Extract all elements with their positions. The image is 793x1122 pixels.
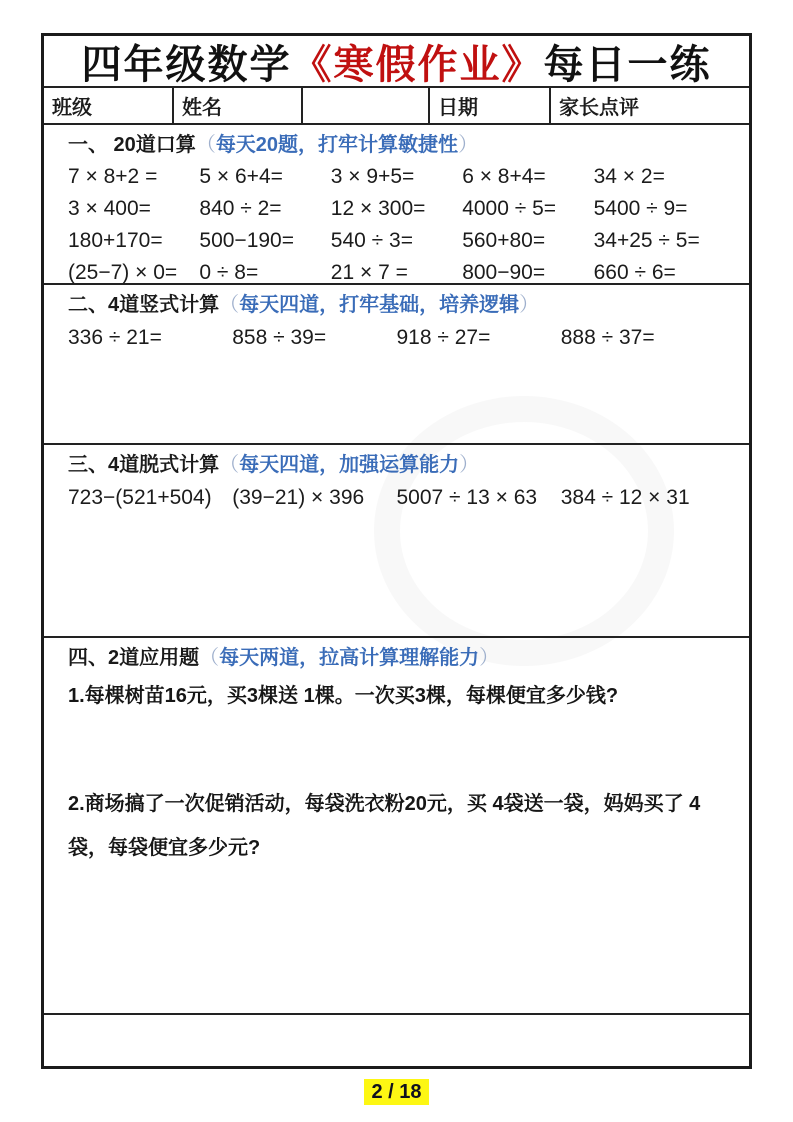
info-cell-name xyxy=(174,88,303,123)
math-problem: 3 × 400= xyxy=(68,197,151,220)
oral-problems-row-3 xyxy=(68,225,725,257)
section-vertical-title: 二、4道竖式计算 xyxy=(68,294,220,316)
name-label: 姓名 xyxy=(182,97,222,119)
math-problem: (25−7) × 0= xyxy=(68,261,178,284)
section-vertical-heading xyxy=(68,290,725,321)
section-word-heading xyxy=(68,643,725,674)
oral-problems-row-1 xyxy=(68,161,725,193)
math-problem: 540 ÷ 3= xyxy=(330,229,413,252)
section-offform-hint: 每天四道，加强运算能力 xyxy=(239,454,460,476)
title-red-segment: 《寒假作业》 xyxy=(291,41,544,87)
word-problem-1: 1.每棵树苗16元，买3棵送 1棵。一次买3棵，每棵便宜多少钱? xyxy=(68,685,619,707)
word-problem-2: 2.商场搞了一次促销活动，每袋洗衣粉20元，买 4袋送一袋，妈妈买了 4袋，每袋便宜多少元? xyxy=(68,793,701,859)
section-word-problems xyxy=(44,638,749,1015)
math-problem: 840 ÷ 2= xyxy=(199,197,282,220)
math-problem: 723−(521+504) xyxy=(68,486,212,509)
title-right-segment: 每日一练 xyxy=(543,41,712,87)
paren-close: ） xyxy=(519,294,540,316)
info-cell-class xyxy=(44,88,174,123)
section-oral-title: 一、 20道口算 xyxy=(68,134,196,156)
section-offform-heading xyxy=(68,450,725,481)
paren-open: （ xyxy=(219,294,240,316)
paren-open: （ xyxy=(199,647,220,669)
paren-close: ） xyxy=(479,647,500,669)
section-word-hint: 每天两道，拉高计算理解能力 xyxy=(219,647,480,669)
section-oral-heading xyxy=(68,130,725,161)
paren-close: ） xyxy=(459,454,480,476)
math-problem: 7 × 8+2 = xyxy=(68,165,158,188)
math-problem: 4000 ÷ 5= xyxy=(462,197,557,220)
parent-review-label: 家长点评 xyxy=(559,97,639,119)
math-problem: 0 ÷ 8= xyxy=(199,261,259,284)
paren-close: ） xyxy=(458,134,479,156)
math-problem: 5007 ÷ 13 × 63 xyxy=(396,486,538,509)
worksheet-page xyxy=(41,33,752,1069)
math-problem: 660 ÷ 6= xyxy=(593,261,676,284)
math-problem: 888 ÷ 37= xyxy=(560,326,655,349)
math-problem: 21 × 7 = xyxy=(330,261,408,284)
math-problem: (39−21) × 396 xyxy=(232,486,365,509)
student-info-row xyxy=(44,88,749,125)
paren-open: （ xyxy=(195,134,216,156)
math-problem: 34+25 ÷ 5= xyxy=(593,229,700,252)
vertical-problems-row xyxy=(68,321,725,355)
offform-problems-row xyxy=(68,481,725,515)
page-footer xyxy=(0,1081,793,1104)
section-oral-calc xyxy=(44,125,749,285)
title-left-segment: 四年级数学 xyxy=(81,41,292,87)
section-offform-title: 三、4道脱式计算 xyxy=(68,454,220,476)
math-problem: 34 × 2= xyxy=(593,165,665,188)
oral-problems-row-2 xyxy=(68,193,725,225)
page-number-badge: 2 / 18 xyxy=(364,1079,428,1105)
math-problem: 12 × 300= xyxy=(330,197,426,220)
math-problem: 3 × 9+5= xyxy=(330,165,415,188)
math-problem: 5400 ÷ 9= xyxy=(593,197,688,220)
math-problem: 800−90= xyxy=(462,261,546,284)
paren-open: （ xyxy=(219,454,240,476)
section-offform-calc xyxy=(44,445,749,638)
date-label: 日期 xyxy=(438,97,478,119)
info-cell-parent-review xyxy=(551,88,749,123)
info-cell-date xyxy=(430,88,551,123)
section-vertical-calc xyxy=(44,285,749,445)
page-title xyxy=(44,36,749,88)
section-word-title: 四、2道应用题 xyxy=(68,647,200,669)
math-problem: 500−190= xyxy=(199,229,294,252)
math-problem: 5 × 6+4= xyxy=(199,165,283,188)
math-problem: 336 ÷ 21= xyxy=(68,326,162,349)
section-vertical-hint: 每天四道，打牢基础，培养逻辑 xyxy=(239,294,520,316)
math-problem: 918 ÷ 27= xyxy=(396,326,491,349)
math-problem: 180+170= xyxy=(68,229,163,252)
math-problem: 560+80= xyxy=(462,229,546,252)
section-oral-hint: 每天20题，打牢计算敏捷性 xyxy=(215,134,459,156)
math-problem: 858 ÷ 39= xyxy=(232,326,327,349)
info-cell-name-blank xyxy=(303,88,430,123)
class-label: 班级 xyxy=(52,97,92,119)
math-problem: 384 ÷ 12 × 31 xyxy=(560,486,690,509)
math-problem: 6 × 8+4= xyxy=(462,165,546,188)
blank-answer-row xyxy=(44,1015,749,1066)
